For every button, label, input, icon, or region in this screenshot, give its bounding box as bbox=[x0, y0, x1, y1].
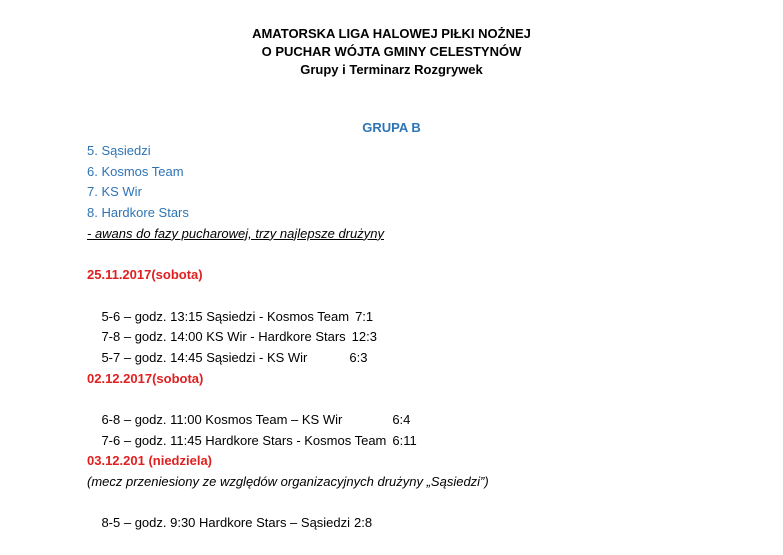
match-score: 6:11 bbox=[392, 432, 417, 448]
round-date: 03.12.201 (niedziela) bbox=[87, 453, 213, 469]
match-score: 6:4 bbox=[392, 411, 411, 427]
team-item: 6. Kosmos Team bbox=[87, 163, 184, 179]
round-date: 25.11.2017(sobota) bbox=[87, 267, 203, 283]
advancement-note: - awans do fazy pucharowej, trzy najlepsze drużyny bbox=[87, 225, 384, 241]
round-date: 02.12.2017(sobota) bbox=[87, 370, 204, 386]
match-row bbox=[87, 389, 767, 427]
document-subtitle: Grupy i Terminarz Rozgrywek bbox=[300, 62, 483, 77]
team-list bbox=[87, 141, 767, 224]
team-item: 7. KS Wir bbox=[87, 184, 142, 200]
match-score: 12:3 bbox=[351, 329, 377, 345]
match-score: 6:3 bbox=[349, 349, 368, 365]
match-description: 5-6 – godz. 13:15 Sąsiedzi - Kosmos Team bbox=[101, 308, 350, 324]
match-row bbox=[87, 286, 767, 324]
cup-title: O PUCHAR WÓJTA GMINY CELESTYNÓW bbox=[261, 44, 522, 59]
league-title: AMATORSKA LIGA HALOWEJ PIŁKI NOŻNEJ bbox=[252, 26, 531, 41]
match-description: 5-7 – godz. 14:45 Sąsiedzi - KS Wir bbox=[101, 349, 308, 365]
match-description: 7-6 – godz. 11:45 Hardkore Stars - Kosmos Team bbox=[101, 432, 387, 448]
match-score: 2:8 bbox=[354, 515, 373, 531]
match-row bbox=[87, 493, 767, 531]
group-title: GRUPA B bbox=[362, 120, 421, 135]
group-content bbox=[87, 141, 767, 531]
match-description: 8-5 – godz. 9:30 Hardkore Stars – Sąsiedzi bbox=[101, 515, 351, 531]
document-header bbox=[0, 25, 783, 79]
match-description: 7-8 – godz. 14:00 KS Wir - Hardkore Stars bbox=[101, 329, 346, 345]
round-remark: (mecz przeniesiony ze względów organizacyjnych drużyny „Sąsiedzi”) bbox=[87, 474, 489, 489]
team-item: 8. Hardkore Stars bbox=[87, 205, 189, 221]
match-score: 7:1 bbox=[355, 308, 374, 324]
team-item: 5. Sąsiedzi bbox=[87, 143, 151, 158]
match-description: 6-8 – godz. 11:00 Kosmos Team – KS Wir bbox=[101, 411, 343, 427]
